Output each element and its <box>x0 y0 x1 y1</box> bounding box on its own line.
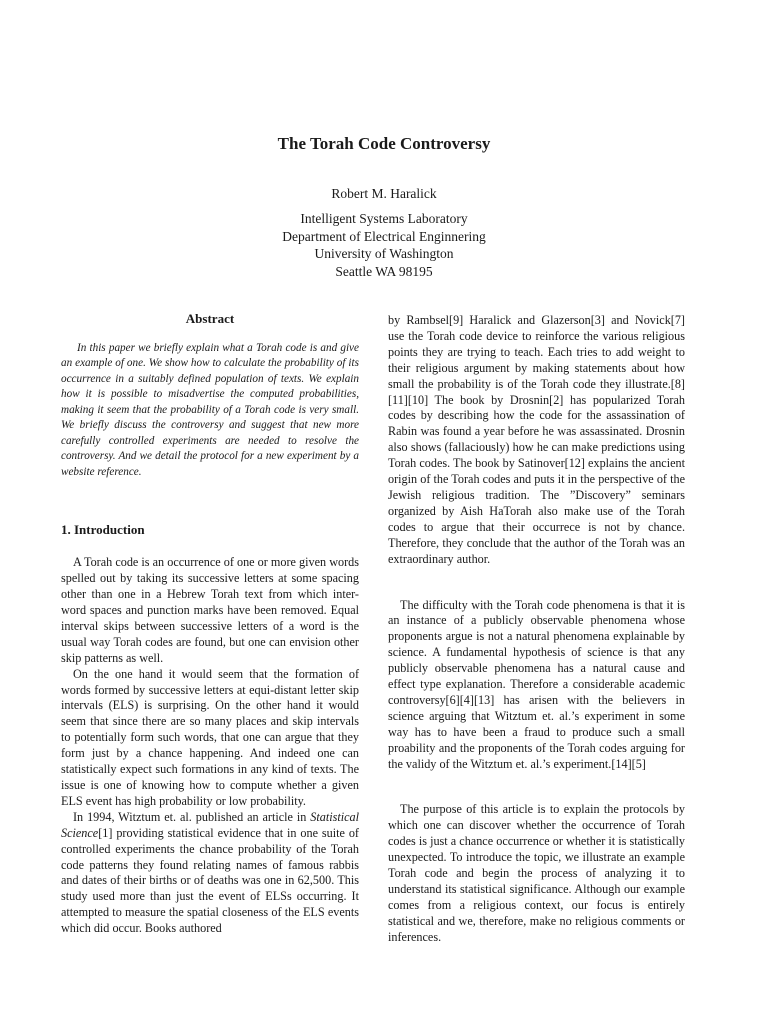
left-column <box>61 311 359 937</box>
paper-title: The Torah Code Controversy <box>277 134 491 153</box>
intro-paragraph-3 <box>61 810 359 937</box>
affiliation-university: University of Washington <box>314 246 454 261</box>
intro-p3-rest: [1] providing statistical evidence that in one suite of controlled experiments the chance probability of the Torah code patterns they found relating names of famous rabbis and dates of their births or of deaths was one in 62,500. This study used more than just the event of ELSs occurring. It attempted to measure the spatial closeness of the ELS events which did occur. Books authored <box>61 825 359 936</box>
right-column <box>388 313 685 946</box>
intro-paragraph-1: A Torah code is an occurrence of one or more given words spelled out by taking its successive letters at some spacing other than one in a Hebrew Torah text from which inter-word spaces and punction marks have been removed. Equal interval skips between successive letters of a word is the usual way Torah codes are found, but one can envision other skip patterns as well. <box>61 555 359 665</box>
affiliation-lab: Intelligent Systems Laboratory <box>300 211 468 226</box>
author-name: Robert M. Haralick <box>331 186 437 201</box>
abstract-text: In this paper we briefly explain what a Torah code is and give an example of one. We show how to calculate the probability of its occurrence in a suitably defined population of texts. We explain how it is possible to misadvertise the computed probabilities, making it seem that the probability of a Torah code is very small. We briefly discuss the controversy and suggest that new more carefully controlled experiments are needed to resolve the controversy. And we detail the protocol for a new experiment by a website reference. <box>61 341 359 478</box>
affiliation <box>0 210 768 280</box>
right-paragraph-2: The difficulty with the Torah code phenomena is that it is an instance of a publicly observable phenomena whose proponents argue is not a natural phenomena explainable by science. A fundamental hypothesis of science is that any publicly observable phenomena has a natural cause and effect type explanation. Therefore a considerable academic controversy[6][4][13] has arisen with the believers in science arguing that Witztum et. al.’s experiment in some way has to have been a fraud to produce such a small proability and the proponents of the Torah codes arguing for the validy of the Witztum et. al.’s experiment.[14][5] <box>388 597 685 771</box>
intro-paragraph-2: On the one hand it would seem that the formation of words formed by successive letters at equi-distant letter skip intervals (ELS) is surprising. On the other hand it would seem that since there are so many places and skip intervals to potentially form such words, that one can argue that they form just by a chance happening. And indeed one can statistically expect such formations in any kind of texts. The issue is one of knowing how to compute whether a given ELS event has high probability or low probability. <box>61 666 359 808</box>
right-paragraph-1: by Rambsel[9] Haralick and Glazerson[3] and Novick[7] use the Torah code device to reinforce the various religious points they are trying to teach. Each tries to add weight to their religious argument by making statements about how small the probability is of the Torah code they illustrate.[8][11][10] The book by Drosnin[2] has popularized Torah codes by describing how the code for the assassination of Rabin was found a year before he was assassinated. Drosnin also shows (fallaciously) how he can make predictions using Torah codes. The book by Satinover[12] explains the ancient origin of the Torah codes and puts it in the perspective of the Jewish religious tradition. The ”Discovery” seminars organized by Aish HaTorah also make use of the Torah codes to argue that their occurrece is not by chance. Therefore, they conclude that the author of the Torah was an extraordinary author. <box>388 313 685 566</box>
right-paragraph-3: The purpose of this article is to explain the protocols by which one can discover whether the occurrence of Torah codes is just a chance occurrence or whether it is statistically unexpected. To introduce the topic, we illustrate an example Torah code and begin the process of analyzing it to understand its statistical significance. Although our example comes from a religious context, our focus is entirely statistical and we, therefore, make no religious comments or inferences. <box>388 802 685 944</box>
intro-p3-lead: In 1994, Witztum et. al. published an article in <box>73 809 311 824</box>
journal-name: Statistical Science <box>61 809 359 840</box>
introduction-heading: 1. Introduction <box>61 522 145 538</box>
abstract-heading: Abstract <box>185 311 235 326</box>
affiliation-department: Department of Electrical Enginnering <box>282 228 486 244</box>
affiliation-city: Seattle WA 98195 <box>335 263 433 279</box>
